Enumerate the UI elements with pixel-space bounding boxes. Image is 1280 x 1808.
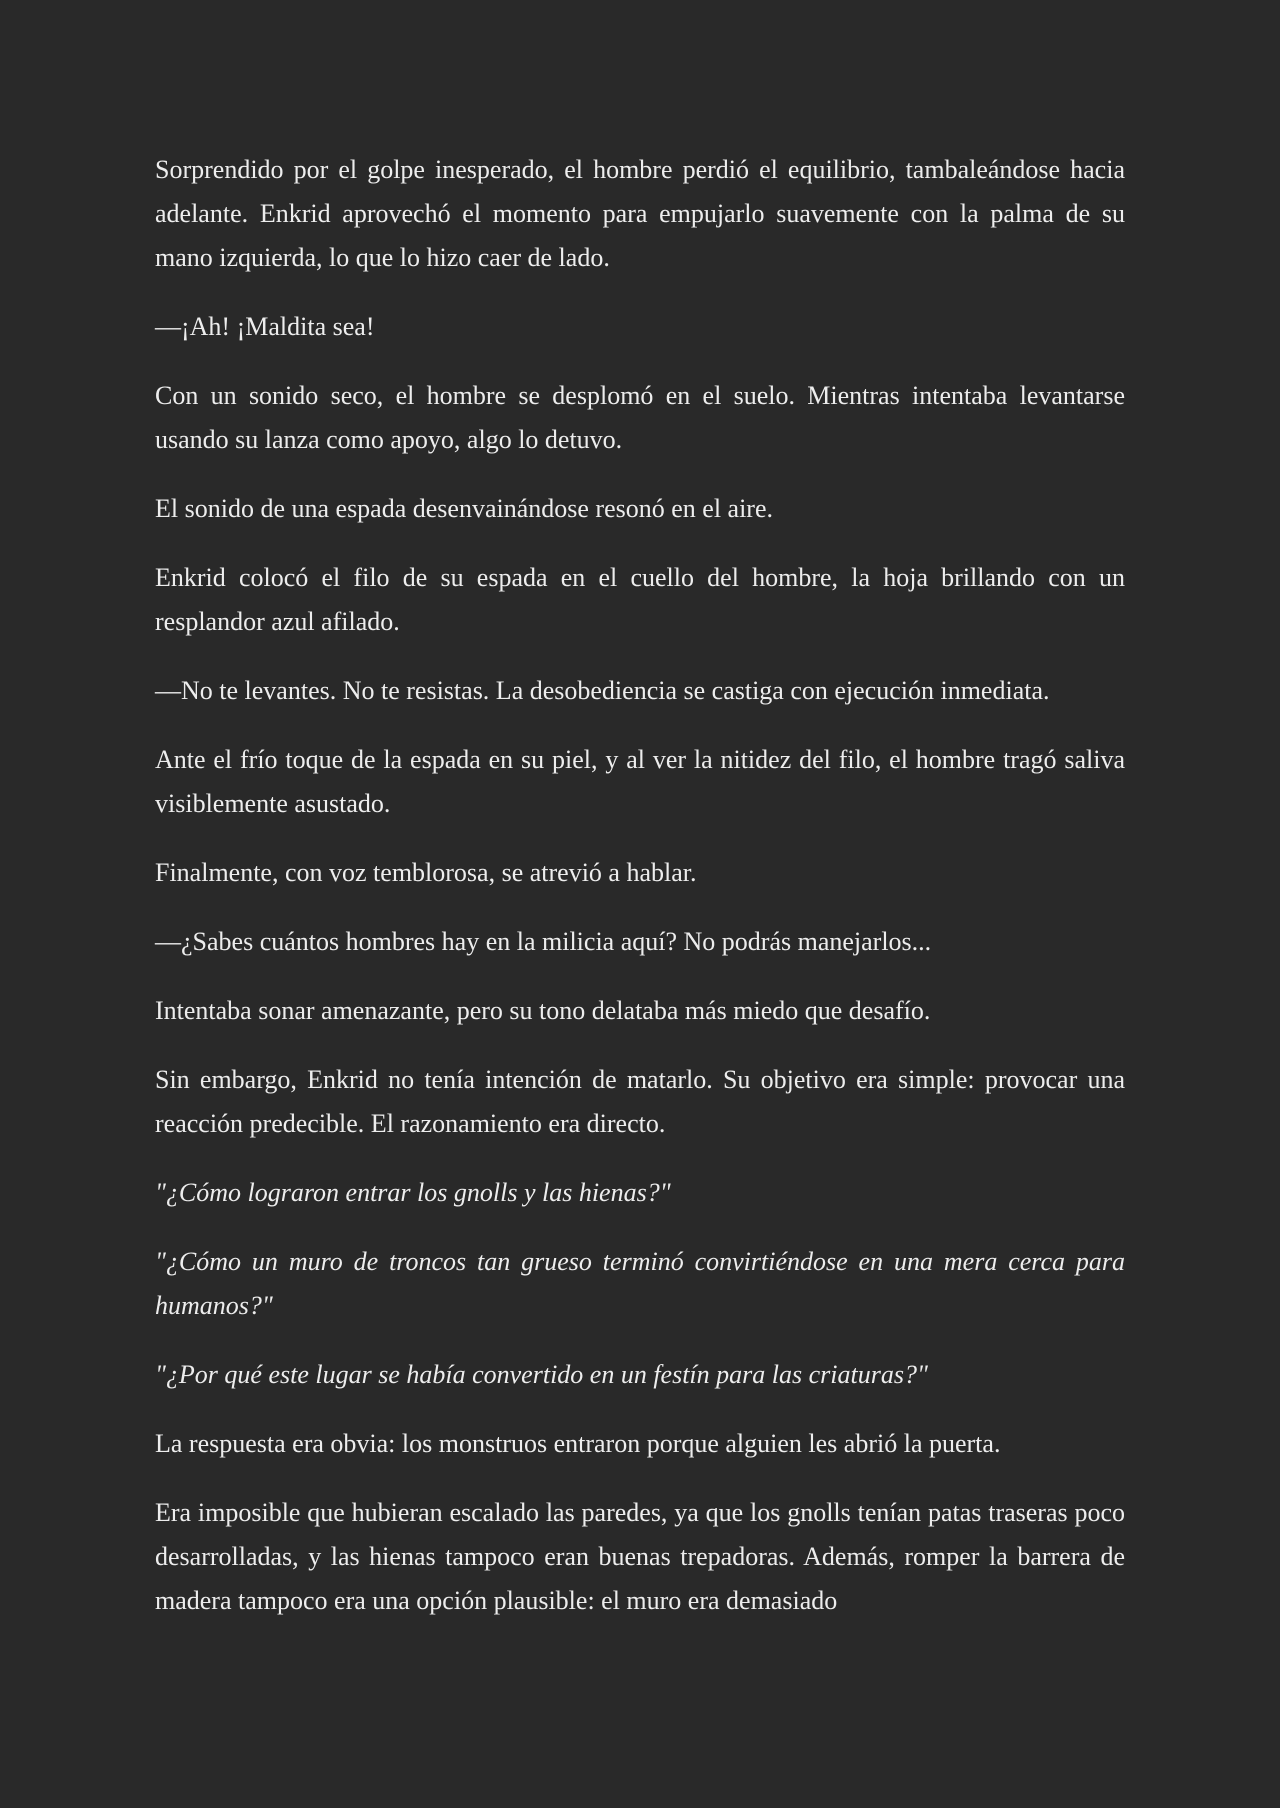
paragraph: Sorprendido por el golpe inesperado, el hombre perdió el equilibrio, tambaleándose hacia adelante. Enkrid aprovechó el momento para empujarlo suavemente con la palma de su mano izquierda, lo que lo hizo caer de lado. — [155, 155, 1125, 272]
dialogue-line: —¡Ah! ¡Maldita sea! — [155, 312, 375, 341]
dialogue-line: —¿Sabes cuántos hombres hay en la milicia aquí? No podrás manejarlos... — [155, 927, 932, 956]
paragraph: Con un sonido seco, el hombre se desplomó en el suelo. Mientras intentaba levantarse usando su lanza como apoyo, algo lo detuvo. — [155, 381, 1125, 454]
paragraph: El sonido de una espada desenvainándose resonó en el aire. — [155, 494, 774, 523]
paragraph: Era imposible que hubieran escalado las paredes, ya que los gnolls tenían patas traseras poco desarrolladas, y las hienas tampoco eran buenas trepadoras. Además, romper la barrera de madera tampoco era una opción plausible: el muro era demasiado — [155, 1498, 1125, 1615]
paragraph: Ante el frío toque de la espada en su piel, y al ver la nitidez del filo, el hombre tragó saliva visiblemente asustado. — [155, 745, 1125, 818]
paragraph: Finalmente, con voz temblorosa, se atrevió a hablar. — [155, 858, 697, 887]
reader-page — [155, 148, 1125, 1648]
thought-line: "¿Por qué este lugar se había convertido en un festín para las criaturas?" — [155, 1360, 928, 1389]
dialogue-line: —No te levantes. No te resistas. La desobediencia se castiga con ejecución inmediata. — [155, 676, 1050, 705]
thought-line: "¿Cómo lograron entrar los gnolls y las hienas?" — [155, 1178, 671, 1207]
thought-line: "¿Cómo un muro de troncos tan grueso terminó convirtiéndose en una mera cerca para humanos?" — [155, 1247, 1125, 1320]
paragraph: Intentaba sonar amenazante, pero su tono delataba más miedo que desafío. — [155, 996, 931, 1025]
paragraph: Enkrid colocó el filo de su espada en el cuello del hombre, la hoja brillando con un resplandor azul afilado. — [155, 563, 1125, 636]
paragraph: La respuesta era obvia: los monstruos entraron porque alguien les abrió la puerta. — [155, 1429, 1001, 1458]
paragraph: Sin embargo, Enkrid no tenía intención de matarlo. Su objetivo era simple: provocar una reacción predecible. El razonamiento era directo. — [155, 1065, 1125, 1138]
